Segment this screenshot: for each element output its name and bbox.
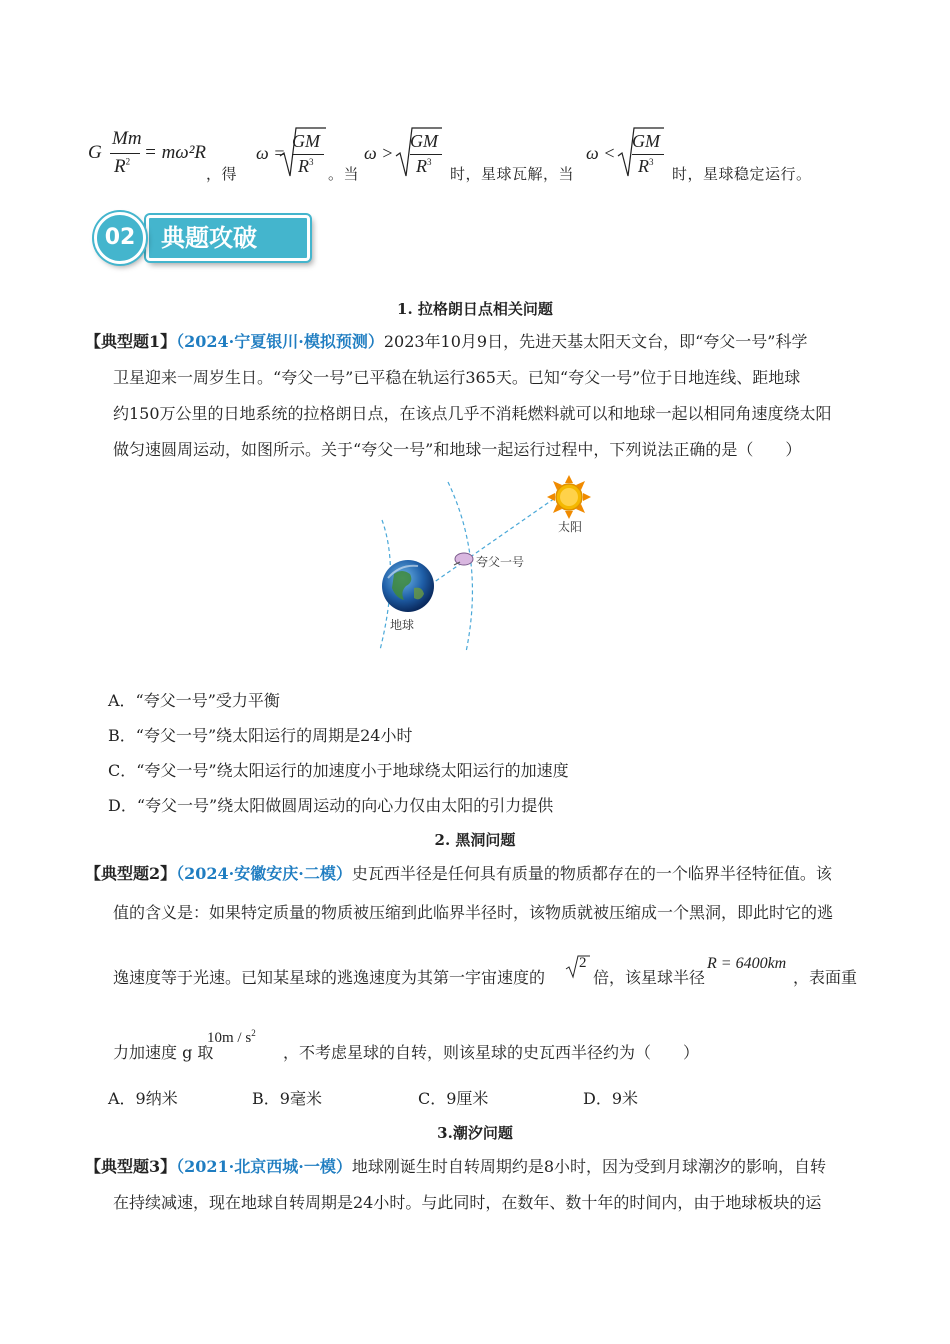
formula-text-4: 时，星球稳定运行。 (672, 165, 812, 183)
q2-line4-part-b: ，不考虑星球的自转，则该星球的史瓦西半径约为（ ） (283, 1043, 700, 1062)
formula4-den: $R^3$ (638, 156, 654, 176)
question-1-line-1 (85, 324, 865, 360)
formula-text-1: ，得 (206, 165, 238, 183)
question-1-label: 【典型题1】 (85, 332, 177, 351)
q2-line3-part-b: 倍，该星球半径 (593, 968, 706, 987)
formula-rhs: = mω²R (144, 142, 207, 163)
question-3-line-2: 在持续减速，现在地球自转周期是24小时。与此同时，在数年、数十年的时间内，由于地球板块的运 (113, 1193, 822, 1212)
option-2-b: B．9毫米 (252, 1089, 322, 1108)
q2-line3-part-c: ，表面重 (793, 968, 858, 987)
option-2-a: A．9纳米 (108, 1089, 178, 1108)
formula-frac-num: Mm (112, 128, 142, 149)
sun-label: 太阳 (558, 520, 583, 534)
question-2-line-1 (85, 856, 865, 892)
frac-line (110, 153, 140, 154)
sqrt-sign-4 (565, 955, 591, 979)
formula-omega-gt: ω > (364, 143, 394, 163)
formula3-den: $R^3$ (416, 156, 432, 176)
satellite-icon (452, 550, 476, 568)
question-3-line-1 (85, 1149, 865, 1185)
section-3-title: 3.潮汐问题 (437, 1124, 513, 1142)
sun-icon (546, 474, 592, 520)
section-banner-title: 典题攻破 (146, 215, 310, 261)
sun-earth-figure (370, 470, 600, 655)
question-1-line-3: 约150万公里的日地系统的拉格朗日点，在该点几乎不消耗燃料就可以和地球一起以相同角速度绕太阳 (113, 404, 832, 423)
question-2-source: （2024·安徽安庆·二模） (176, 864, 352, 883)
formula-line (88, 126, 888, 186)
section-2-title: 2. 黑洞问题 (434, 831, 516, 849)
section-1-title: 1. 拉格朗日点相关问题 (397, 300, 553, 318)
question-2-text: 史瓦西半径是任何具有质量的物质都存在的一个临界半径特征值。该 (351, 864, 832, 883)
radius-value: R = 6400km (707, 955, 787, 972)
option-1-b: B．“夸父一号”绕太阳运行的周期是24小时 (108, 726, 413, 745)
formula3-num: GM (410, 131, 438, 151)
question-3-text: 地球刚诞生时自转周期约是8小时，因为受到月球潮汐的影响，自转 (351, 1157, 827, 1176)
q2-line3-part-a: 逸速度等于光速。已知某星球的逃逸速度为其第一宇宙速度的 (113, 968, 546, 987)
formula-frac-den: $R^2$ (114, 156, 131, 177)
section-banner-number: 02 (94, 212, 146, 264)
formula-text-2: 。当 (328, 165, 360, 183)
option-1-a: A．“夸父一号”受力平衡 (108, 691, 280, 710)
option-1-c: C．“夸父一号”绕太阳运行的加速度小于地球绕太阳运行的加速度 (108, 761, 569, 780)
question-1-text: 2023年10月9日，先进天基太阳天文台，即“夸父一号”科学 (383, 332, 808, 351)
formula4-num: GM (632, 131, 660, 151)
formula2-num: GM (292, 131, 320, 151)
satellite-label: 夸父一号 (476, 555, 525, 569)
gravity-value: $10m / s^2$ (207, 1028, 256, 1046)
formula-g: G (88, 142, 102, 163)
frac-line (410, 154, 442, 155)
formula2-den: $R^3$ (298, 156, 314, 176)
sqrt-two-value: 2 (579, 955, 587, 971)
question-2-line-4 (113, 1028, 873, 1068)
option-2-c: C．9厘米 (418, 1089, 489, 1108)
question-3-label: 【典型题3】 (85, 1157, 177, 1176)
question-1-line-4: 做匀速圆周运动，如图所示。关于“夸父一号”和地球一起运行过程中，下列说法正确的是（ ） (113, 440, 802, 459)
question-2-line-3 (113, 955, 873, 995)
question-2-line-2: 值的含义是：如果特定质量的物质被压缩到此临界半径时，该物质就被压缩成一个黑洞，即此时它的逃 (113, 903, 834, 922)
question-1-source: （2024·宁夏银川·模拟预测） (176, 332, 384, 351)
earth-label: 地球 (390, 618, 415, 632)
q2-line4-part-a: 力加速度 g 取 (113, 1043, 214, 1062)
formula-text-3: 时，星球瓦解，当 (450, 165, 575, 183)
question-2-label: 【典型题2】 (85, 864, 177, 883)
option-1-d: D．“夸父一号”绕太阳做圆周运动的向心力仅由太阳的引力提供 (108, 796, 554, 815)
option-2-d: D．9米 (583, 1089, 639, 1108)
formula-omega-lt: ω < (586, 143, 616, 163)
question-1-line-2: 卫星迎来一周岁生日。“夸父一号”已平稳在轨运行365天。已知“夸父一号”位于日地连线、距地球 (113, 368, 801, 387)
frac-line (632, 154, 664, 155)
frac-line (292, 154, 324, 155)
formula-omega-eq: ω = (256, 143, 286, 163)
question-3-source: （2021·北京西城·一模） (176, 1157, 352, 1176)
earth-icon (380, 558, 436, 614)
